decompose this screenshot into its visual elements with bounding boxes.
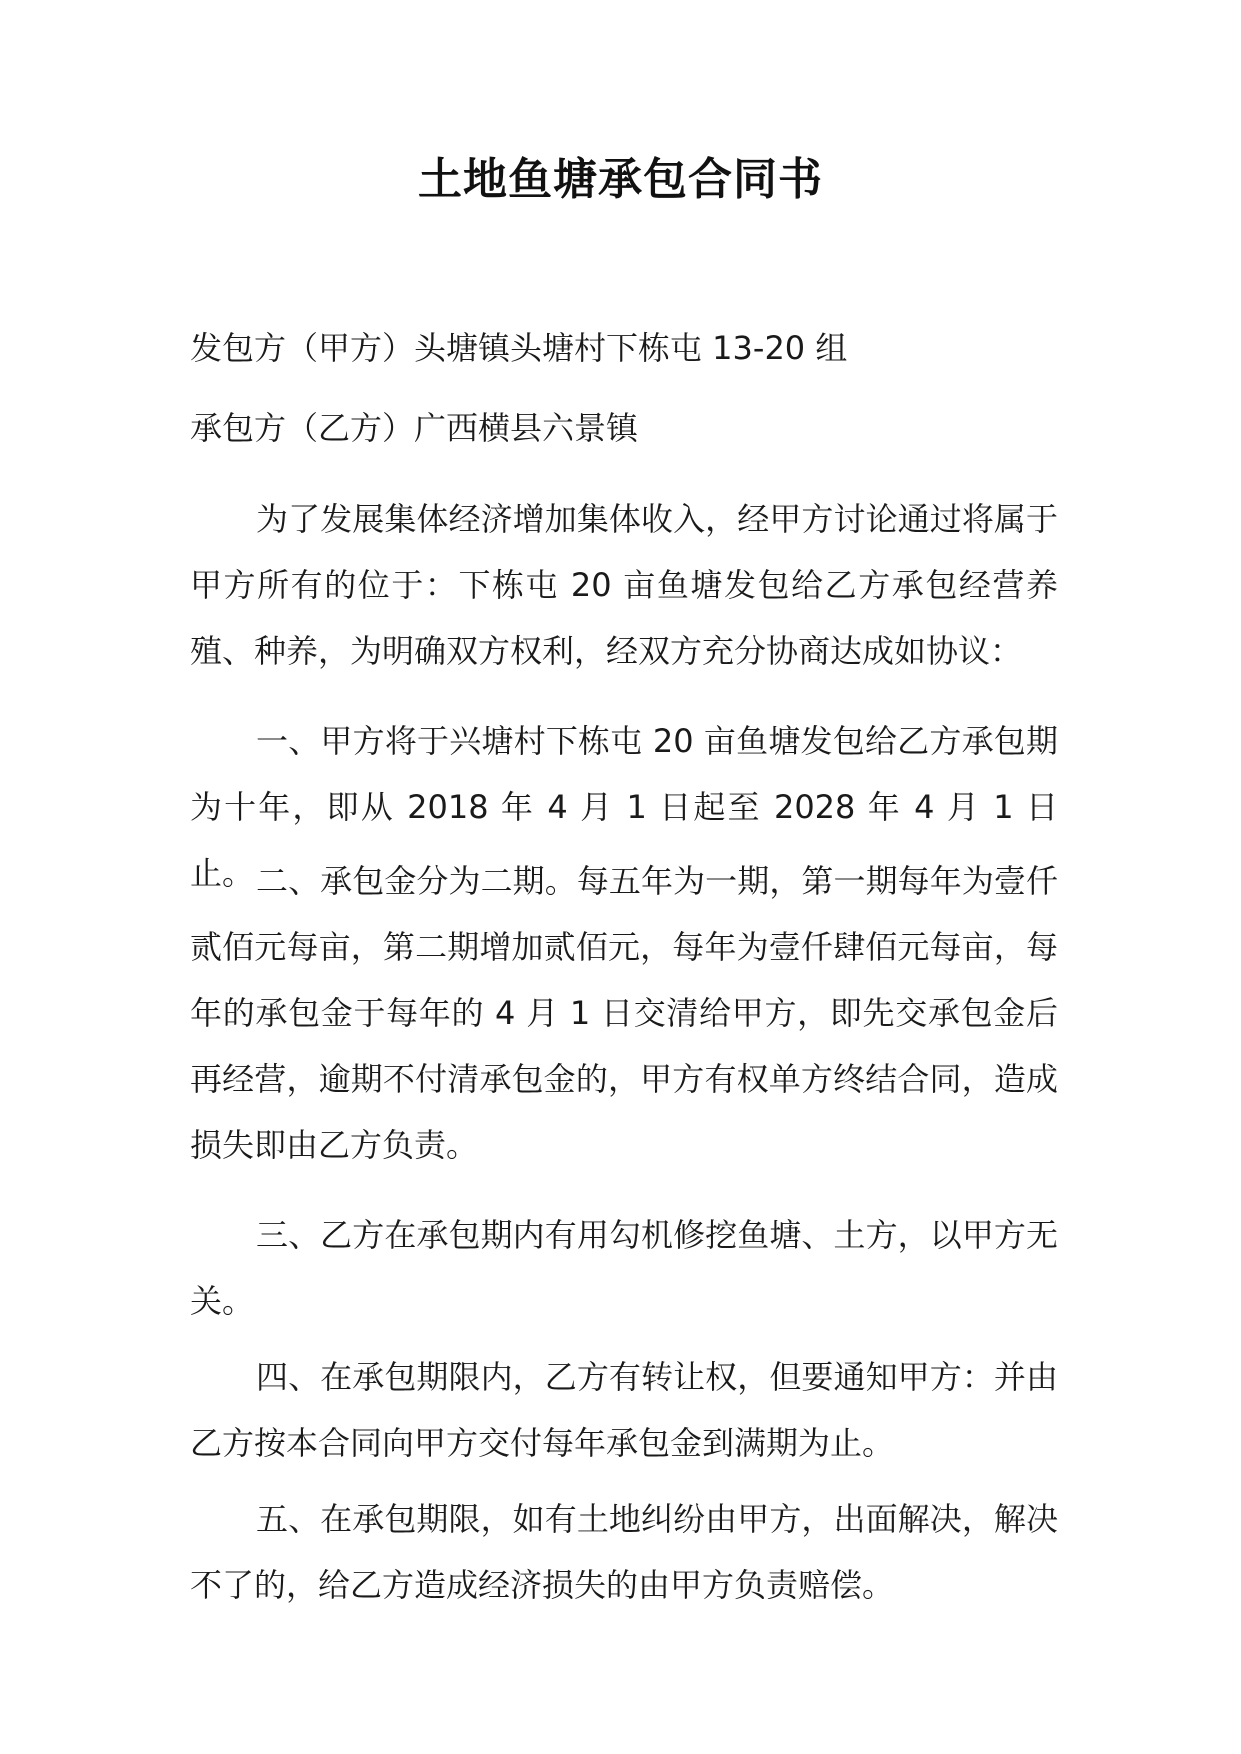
clause-5-paragraph: 五、在承包期限，如有土地纠纷由甲方，出面解决，解决不了的，给乙方造成经济损失的由甲方负责赔偿。 (190, 1500, 1058, 1604)
party-a-line: 发包方（甲方）头塘镇头塘村下栋屯 13-20 组 (190, 329, 848, 367)
intro-paragraph: 为了发展集体经济增加集体收入，经甲方讨论通过将属于甲方所有的位于：下栋屯 20 亩鱼塘发包给乙方承包经营养殖、种养，为明确双方权利，经双方充分协商达成如协议： (190, 500, 1058, 670)
clause-2-paragraph: 二、承包金分为二期。每五年为一期，第一期每年为壹仟贰佰元每亩，第二期增加贰佰元，每年为壹仟肆佰元每亩，每年的承包金于每年的 4 月 1 日交清给甲方，即先交承包金后再经营，逾期不付清承包金的，甲方有权单方终结合同，造成损失即由乙方负责。 (190, 862, 1058, 1164)
document-title: 土地鱼塘承包合同书 (418, 154, 823, 205)
party-b-line: 承包方（乙方）广西横县六景镇 (190, 409, 639, 447)
clause-4-paragraph: 四、在承包期限内，乙方有转让权，但要通知甲方：并由乙方按本合同向甲方交付每年承包金到满期为止。 (190, 1358, 1058, 1462)
clause-3-paragraph: 三、乙方在承包期内有用勾机修挖鱼塘、土方，以甲方无关。 (190, 1216, 1058, 1320)
clause-1-paragraph: 一、甲方将于兴塘村下栋屯 20 亩鱼塘发包给乙方承包期为十年，即从 2018 年 4 月 1 日起至 2028 年 4 月 1 日止。 (190, 722, 1058, 892)
